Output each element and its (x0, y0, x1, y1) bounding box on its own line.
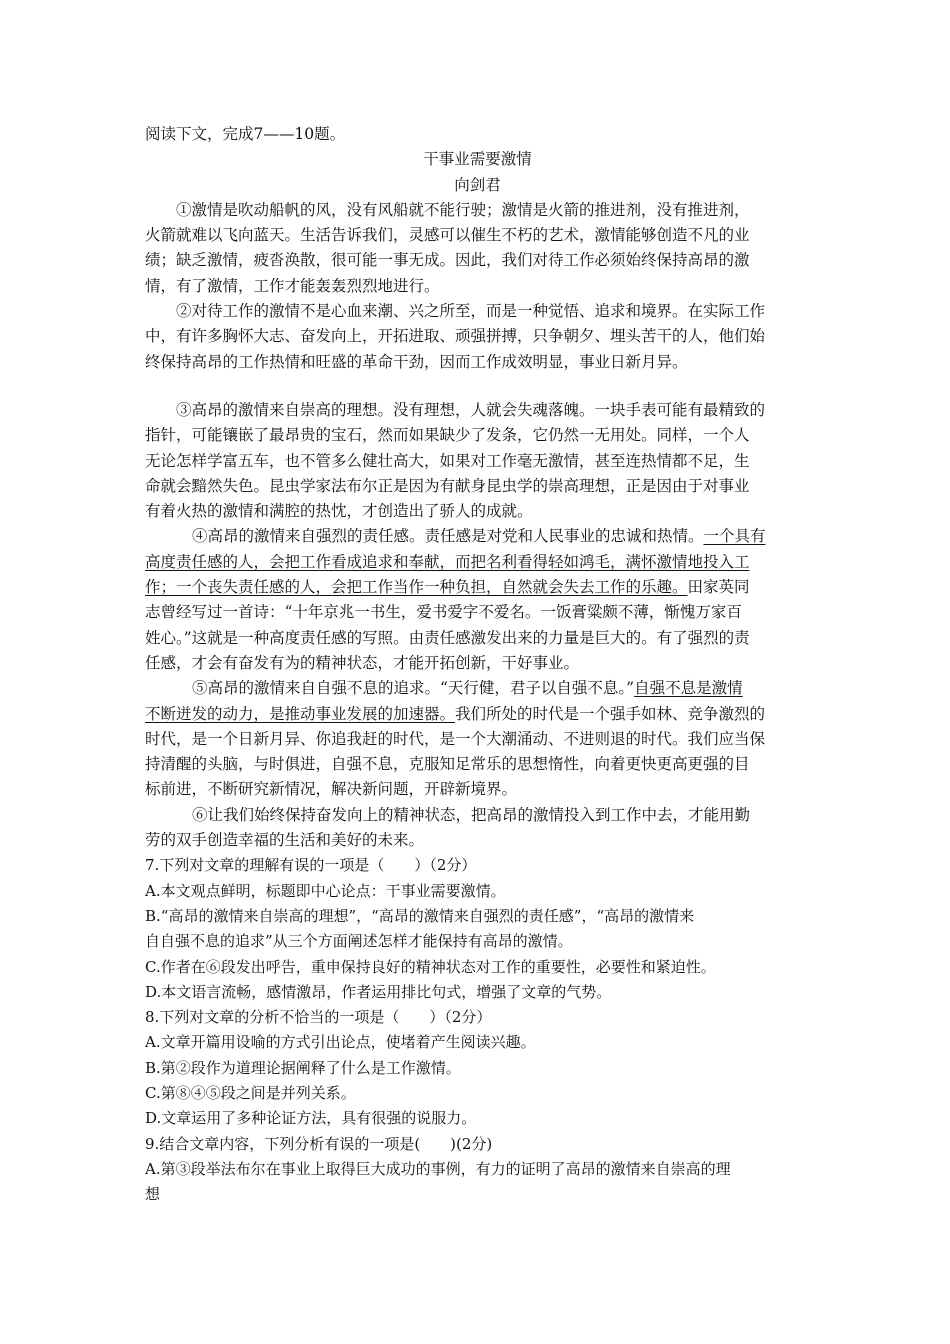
paragraph-line: 标前进，不断研究新情况，解决新问题，开辟新境界。 (145, 780, 518, 799)
paragraph-line: ①激情是吹动船帆的风，没有风船就不能行驶；激情是火箭的推进剂，没有推进剂， (176, 200, 750, 219)
paragraph-2 (145, 299, 810, 375)
paragraph-line (145, 524, 810, 549)
paragraph-line: 无论怎样学富五车，也不管多么健壮高大，如果对工作毫无激情，甚至连热情都不足，生 (145, 451, 750, 470)
paragraph-line: 任感，才会有奋发有为的精神状态，才能开拓创新，干好事业。 (145, 653, 580, 672)
option-b-continued: 自自强不息的追求”从三个方面阐述怎样才能保持有高昂的激情。 (145, 932, 573, 951)
paragraph-line: 持清醒的头脑，与时俱进，自强不息，克服知足常乐的思想惰性，向着更快更高更强的目 (145, 755, 750, 774)
paragraph-line: 绩；缺乏激情，疲沓涣散，很可能一事无成。因此，我们对待工作必须始终保持高昂的激 (145, 251, 750, 270)
article-author: 向剑君 (454, 175, 501, 194)
document-body (145, 122, 810, 1207)
article-title: 干事业需要激情 (423, 150, 532, 169)
paragraph-line: 情，有了激情，工作才能轰轰烈烈地进行。 (145, 276, 440, 295)
question-9 (145, 1132, 810, 1208)
plain-text: 我们所处的时代是一个强手如林、竞争激烈的 (455, 704, 766, 723)
paragraph-line: 劳的双手创造幸福的生活和美好的未来。 (145, 831, 425, 850)
question-stem: 7.下列对文章的理解有误的一项是（ ）（2分） (145, 856, 477, 875)
question-7 (145, 853, 810, 1005)
paragraph-line: ②对待工作的激情不是心血来潮、兴之所至，而是一种觉悟、追求和境界。在实际工作 (176, 302, 766, 321)
option-b: B.“高昂的激情来自崇高的理想”，“高昂的激情来自强烈的责任感”，“高昂的激情来 (145, 906, 695, 925)
plain-text: 田家英同 (687, 578, 750, 597)
option-a: A.本文观点鲜明，标题即中心论点：干事业需要激情。 (145, 881, 506, 900)
paragraph-4 (145, 524, 810, 676)
paragraph-3 (145, 398, 810, 524)
underlined-text: 不断迸发的动力，是推动事业发展的加速器。 (145, 704, 456, 723)
underlined-text: 自强不息是激情 (634, 679, 743, 698)
option-c: C.作者在⑥段发出呼告，重申保持良好的精神状态对工作的重要性，必要性和紧迫性。 (145, 957, 716, 976)
paragraph-line: 终保持高昂的工作热情和旺盛的革命干劲，因而工作成效明显，事业日新月异。 (145, 352, 688, 371)
paragraph-line: 姓心。”这就是一种高度责任感的写照。由责任感激发出来的力量是巨大的。有了强烈的责 (145, 628, 750, 647)
underlined-text: 高度责任感的人，会把工作看成追求和奉献，而把名利看得轻如鸿毛，满怀激情地投入工 (145, 552, 750, 571)
option-d: D.本文语言流畅，感情激昂，作者运用排比句式，增强了文章的气势。 (145, 982, 612, 1001)
option-a-continued: 想 (145, 1185, 161, 1204)
paragraph-1 (145, 198, 810, 299)
paragraph-line: 指针，可能镶嵌了最昂贵的宝石，然而如果缺少了发条，它仍然一无用处。同样，一个人 (145, 426, 750, 445)
paragraph-line (145, 702, 810, 727)
paragraph-line: ⑥让我们始终保持奋发向上的精神状态，把高昂的激情投入到工作中去，才能用勤 (192, 805, 751, 824)
paragraph-line: ③高昂的激情来自崇高的理想。没有理想，人就会失魂落魄。一块手表可能有最精致的 (176, 400, 766, 419)
underlined-text: 一个具有 (703, 527, 766, 546)
option-d: D.文章运用了多种论证方法，具有很强的说服力。 (145, 1109, 477, 1128)
reading-instruction: 阅读下文，完成7——10题。 (145, 125, 346, 143)
paragraph-6 (145, 803, 810, 854)
option-a: A.文章开篇用设喻的方式引出论点，使堵着产生阅读兴趣。 (145, 1033, 536, 1052)
paragraph-line (145, 676, 810, 701)
option-a: A.第③段举法布尔在事业上取得巨大成功的事例，有力的证明了高昂的激情来自崇高的理 (145, 1159, 731, 1178)
paragraph-line: 志曾经写过一首诗：“十年京兆一书生，爱书爱字不爱名。一饭膏粱颇不薄，惭愧万家百 (145, 603, 742, 622)
question-stem: 9.结合文章内容，下列分析有误的一项是( )(2分) (145, 1134, 493, 1153)
paragraph-5 (145, 676, 810, 802)
paragraph-line: 时代，是一个日新月异、你追我赶的时代，是一个大潮涌动、不进则退的时代。我们应当保 (145, 729, 766, 748)
question-8 (145, 1005, 810, 1131)
plain-text: ⑤高昂的激情来自自强不息的追求。“天行健，君子以自强不息。” (192, 679, 635, 698)
paragraph-line: 火箭就难以飞向蓝天。生活告诉我们，灵感可以催生不朽的艺术，激情能够创造不凡的业 (145, 226, 750, 245)
paragraph-line (145, 550, 810, 575)
option-b: B.第②段作为道理论据阐释了什么是工作激情。 (145, 1058, 461, 1077)
question-stem: 8.下列对文章的分析不恰当的一项是（ ）（2分） (145, 1008, 492, 1027)
paragraph-line: 中，有许多胸怀大志、奋发向上，开拓进取、顽强拼搏，只争朝夕、埋头苦干的人，他们始 (145, 327, 766, 346)
blank-spacer (145, 375, 810, 398)
underlined-text: 作；一个丧失责任感的人，会把工作当作一种负担，自然就会失去工作的乐趣。 (145, 578, 688, 597)
paragraph-line: 命就会黯然失色。昆虫学家法布尔正是因为有献身昆虫学的崇高理想，正是因由于对事业 (145, 476, 750, 495)
paragraph-line: 有着火热的激情和满腔的热忱，才创造出了骄人的成就。 (145, 502, 533, 521)
plain-text: ④高昂的激情来自强烈的责任感。责任感是对党和人民事业的忠诚和热情。 (192, 527, 704, 546)
paragraph-line (145, 575, 810, 600)
option-c: C.第⑧④⑤段之间是并列关系。 (145, 1083, 356, 1102)
